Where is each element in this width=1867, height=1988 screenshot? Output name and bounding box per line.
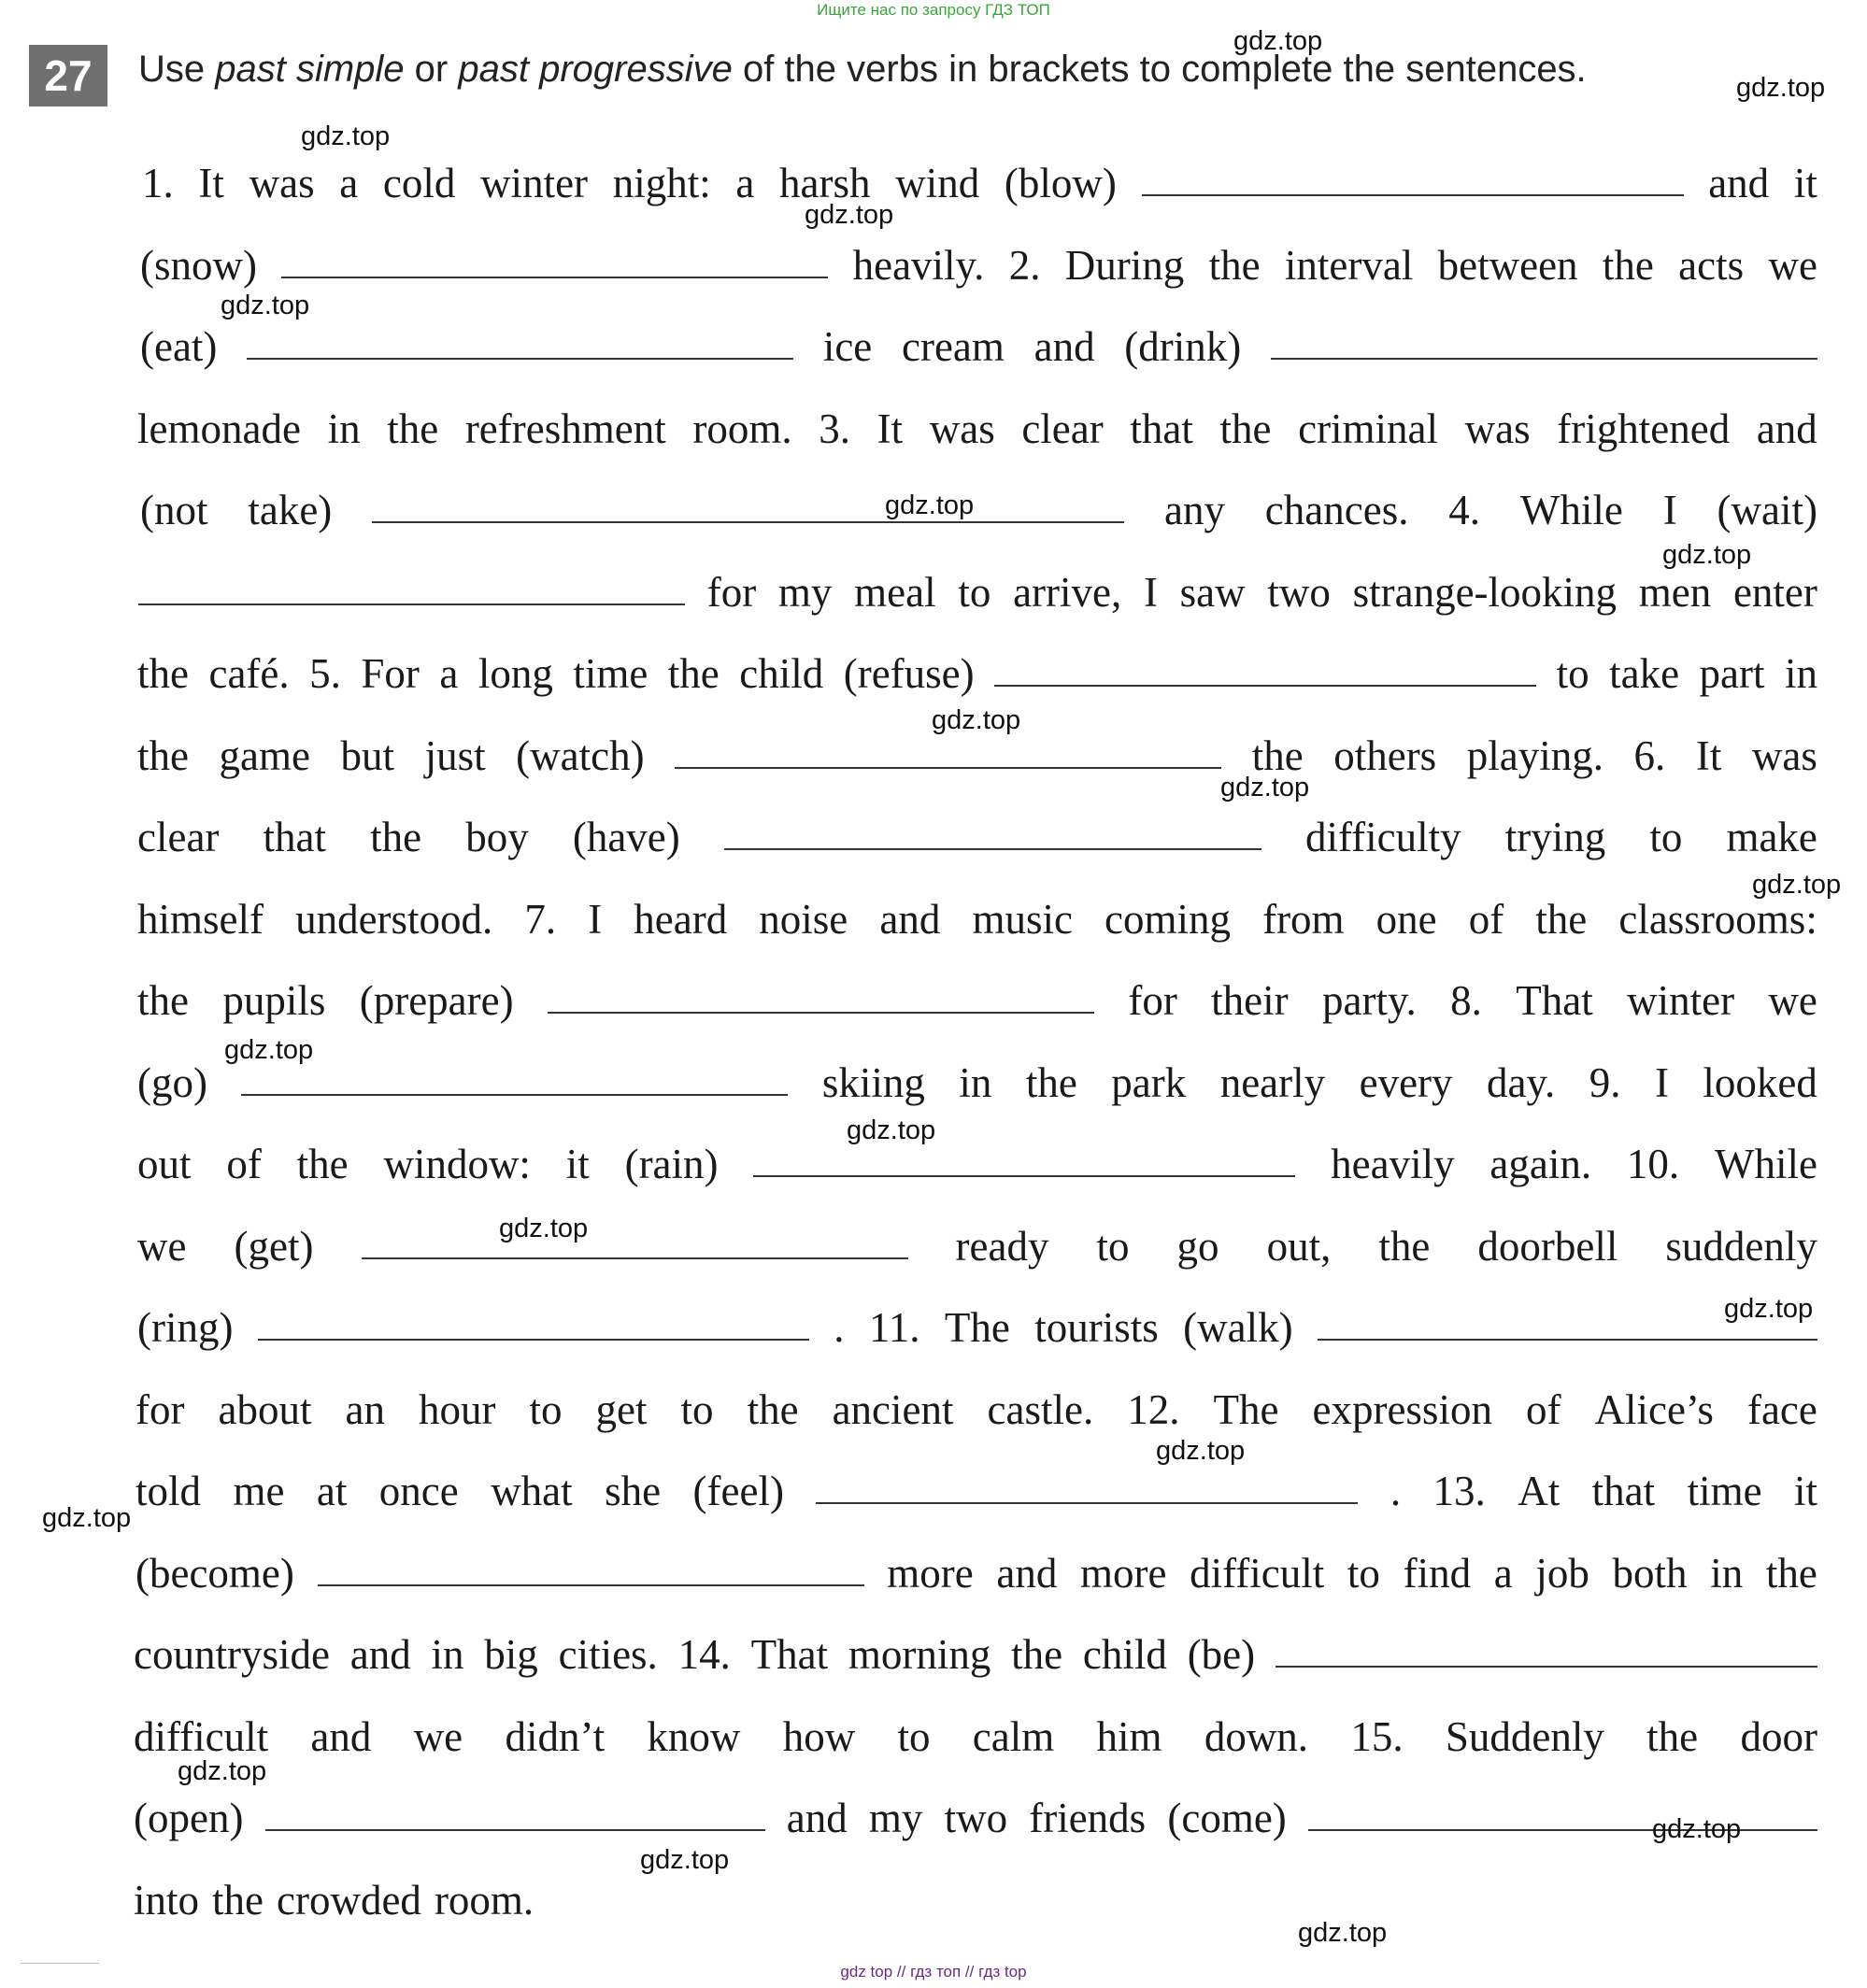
word: the [747,1386,799,1433]
word: a [439,650,459,697]
answer-blank[interactable] [994,684,1536,687]
watermark: gdz.top [1662,540,1752,570]
word: 10. [1626,1141,1680,1187]
word: (feel) [692,1468,784,1514]
word: chances. [1264,487,1409,533]
word: enter [1732,569,1817,616]
word: and [1033,323,1095,370]
word: the [137,977,189,1024]
word: we [1768,977,1817,1024]
watermark: gdz.top [1752,870,1842,900]
word: to [1347,1550,1380,1597]
word: (snow) [140,242,257,289]
word: playing. [1466,732,1603,779]
word: 4. [1448,487,1481,533]
word: clear [1021,405,1104,452]
word: was [929,405,995,452]
answer-blank[interactable] [1142,193,1684,196]
word: the [137,732,189,779]
word: (be) [1187,1631,1256,1678]
word: a [339,160,359,206]
word: 11. [868,1304,920,1351]
word: was [249,160,315,206]
answer-blank[interactable] [816,1501,1358,1504]
watermark: gdz.top [1156,1436,1246,1466]
word: to [1556,650,1589,697]
word: that [263,814,327,860]
word: more [1079,1550,1167,1597]
word: difficult [134,1713,269,1760]
word: that [1591,1468,1656,1514]
word: heard [634,896,728,943]
word: (refuse) [843,650,975,697]
word: 15. [1350,1713,1404,1760]
word: the [370,814,422,860]
word: face [1746,1386,1817,1433]
word: to [897,1713,931,1760]
answer-blank[interactable] [247,357,793,360]
text-line [137,811,1817,863]
word: The [1213,1386,1279,1433]
word: crowded [277,1877,421,1924]
word: and [879,896,941,943]
word: During [1064,242,1185,289]
word: out [137,1141,192,1187]
word: about [218,1386,312,1433]
word: pupils [222,977,326,1024]
text-line [137,647,1817,700]
word: interval [1284,242,1414,289]
word: in [1784,650,1817,697]
word: 5. [309,650,341,697]
watermark: gdz.top [640,1845,730,1875]
word: boy [465,814,529,860]
word: how [782,1713,856,1760]
text-line [135,1547,1817,1599]
word: the [1251,732,1304,779]
word: night: [612,160,711,206]
word: take [1609,650,1680,697]
word: castle. [987,1386,1094,1433]
text-line [140,320,1817,373]
word: was [1751,732,1817,779]
word: window: [383,1141,531,1187]
word: the [667,650,720,697]
word: of [1468,896,1504,943]
text-line [137,974,1817,1027]
word: others [1333,732,1437,779]
watermark: gdz.top [932,705,1021,735]
word: (rain) [624,1141,719,1187]
text-line [137,403,1817,455]
word: looked [1703,1059,1817,1106]
text-line [137,730,1817,782]
word: harsh [779,160,871,206]
answer-blank[interactable] [258,1338,809,1341]
word: big [484,1631,538,1678]
word: 9. [1589,1059,1621,1106]
word: long [477,650,553,697]
word: ready [955,1223,1049,1270]
word: morning [848,1631,991,1678]
word: a [735,160,755,206]
word: for [135,1386,185,1433]
word: At [1518,1468,1561,1514]
word: difficult [1190,1550,1325,1597]
word: two [944,1795,1008,1841]
word: know [647,1713,741,1760]
word: I [588,896,603,943]
word: (blow) [1004,160,1117,206]
word: time [573,650,648,697]
word: it [565,1141,590,1187]
word: was [1464,405,1531,452]
word: winter [1627,977,1735,1024]
top-banner: Ищите нас по запросу ГДЗ ТОП [817,1,1050,19]
word: (walk) [1183,1304,1293,1351]
word: calm [972,1713,1055,1760]
answer-blank[interactable] [675,766,1221,769]
word: make [1726,814,1817,860]
answer-blank[interactable] [1308,1828,1817,1831]
footer-links: gdz top // гдз топ // гдз top [840,1963,1027,1981]
word: It [1695,732,1722,779]
watermark: gdz.top [1736,73,1826,103]
answer-blank[interactable] [318,1583,864,1586]
word: (get) [234,1223,314,1270]
text-line [135,1384,1817,1436]
word: what [491,1468,573,1514]
word: noise [759,896,848,943]
word: door [1740,1713,1817,1760]
word: (open) [134,1795,244,1841]
word: wind [895,160,980,206]
word: the [1011,1631,1063,1678]
word: the [1208,242,1261,289]
word: time [1687,1468,1762,1514]
word: arrive, [1013,569,1122,616]
word: clear [137,814,220,860]
word: game [219,732,310,779]
word: in [431,1631,464,1678]
word: to [1096,1223,1130,1270]
word: she [605,1468,662,1514]
answer-blank[interactable] [362,1257,908,1259]
word: doorbell [1477,1223,1618,1270]
word: in [959,1059,992,1106]
word: their [1211,977,1289,1024]
word: me [233,1468,285,1514]
word: cities. [558,1631,658,1678]
word: any [1163,487,1225,533]
word: 8. [1450,977,1482,1024]
word: we [137,1223,187,1270]
watermark: gdz.top [499,1214,589,1243]
word: every [1359,1059,1453,1106]
watermark: gdz.top [805,200,894,230]
word: It [198,160,224,206]
word: lemonade [137,405,301,452]
watermark: gdz.top [178,1756,267,1786]
word: to [680,1386,714,1433]
word: The [944,1304,1010,1351]
word: the [1765,1550,1817,1597]
word: ice [822,323,873,370]
text-line [140,239,1817,291]
word: acts [1678,242,1745,289]
word: and [1708,160,1770,206]
word: a [1493,1550,1513,1597]
word: the [1646,1713,1699,1760]
word: men [1638,569,1712,616]
word: take) [248,487,333,533]
watermark: gdz.top [847,1115,936,1145]
word: Alice’s [1594,1386,1714,1433]
word: saw [1179,569,1246,616]
word: (become) [135,1550,294,1597]
word: didn’t [505,1713,606,1760]
word: again. [1489,1141,1592,1187]
word: day. [1486,1059,1556,1106]
word: my [777,569,833,616]
word: my [868,1795,923,1841]
watermark: gdz.top [1233,26,1323,56]
word: of [226,1141,262,1187]
word: find [1403,1550,1472,1597]
word: room. [434,1877,534,1924]
word: (watch) [516,732,645,779]
word: we [413,1713,463,1760]
word: the [1025,1059,1077,1106]
word: classrooms: [1618,896,1817,943]
answer-blank[interactable] [753,1174,1295,1177]
word: between [1437,242,1578,289]
watermark: gdz.top [1724,1294,1814,1324]
word: understood. [295,896,493,943]
word: and [310,1713,372,1760]
word: for [1128,977,1177,1024]
word: from [1262,896,1345,943]
word: in [1710,1550,1744,1597]
word: (come) [1167,1795,1287,1841]
word: both [1612,1550,1688,1597]
answer-blank[interactable] [548,1011,1094,1014]
word: winter [480,160,589,206]
word: 6. [1633,732,1666,779]
word: once [378,1468,459,1514]
word: of [1525,1386,1561,1433]
word: party. [1322,977,1417,1024]
word: told [135,1468,202,1514]
word: the [1535,896,1588,943]
watermark: gdz.top [1298,1918,1388,1948]
word: While [1714,1141,1817,1187]
word: I [1654,1059,1669,1106]
watermark: gdz.top [1220,773,1310,802]
word: an [345,1386,385,1433]
word: That [1516,977,1593,1024]
answer-blank[interactable] [138,603,685,605]
word: just [424,732,486,779]
watermark: gdz.top [221,291,310,320]
word: it [1793,160,1817,206]
word: at [316,1468,348,1514]
exercise-instruction: Use past simple or past progressive of the verbs in brackets to complete the sentences. [138,49,1587,90]
watermark: gdz.top [1652,1814,1742,1844]
answer-blank[interactable] [1271,357,1817,360]
word: . [834,1304,845,1351]
word: (drink) [1124,323,1242,370]
text-line [137,1301,1817,1354]
word: frightened [1557,405,1731,452]
word: I [1143,569,1158,616]
word: While [1519,487,1623,533]
word: the [137,650,189,697]
word: For [361,650,420,697]
word: heavily. [852,242,985,289]
word: himself [137,896,264,943]
word: (eat) [140,323,218,370]
word: suddenly [1665,1223,1817,1270]
word: 3. [819,405,850,452]
watermark: gdz.top [301,121,391,151]
word: (wait) [1717,487,1817,533]
word: countryside [134,1631,330,1678]
text-line [142,157,1817,209]
word: (prepare) [359,977,514,1024]
word: get [595,1386,648,1433]
word: 7. [524,896,557,943]
word: it [1793,1468,1817,1514]
word: to [958,569,991,616]
text-line [137,1138,1817,1190]
word: the [296,1141,349,1187]
answer-blank[interactable] [241,1093,788,1096]
word: hour [419,1386,496,1433]
word: refreshment [464,405,666,452]
word: more [887,1550,974,1597]
word: (go) [137,1059,207,1106]
text-line [134,1711,1817,1763]
watermark: gdz.top [42,1503,132,1533]
word: room. [692,405,792,452]
word: cream [901,323,1005,370]
word: trying [1504,814,1606,860]
text-line [134,1874,534,1926]
word: go [1176,1223,1219,1270]
answer-blank[interactable] [1276,1665,1817,1668]
watermark: gdz.top [224,1035,314,1065]
word: down. [1204,1713,1309,1760]
answer-blank[interactable] [281,276,828,278]
word: heavily [1331,1141,1455,1187]
word: strange-looking [1352,569,1618,616]
word: part [1699,650,1765,697]
word: meal [854,569,936,616]
word: to [1649,814,1683,860]
word: coming [1105,896,1231,943]
word: nearly [1219,1059,1326,1106]
word: child [739,650,824,697]
word: expression [1312,1386,1492,1433]
word: It [876,405,904,452]
text-line [135,1465,1817,1517]
word: Suddenly [1445,1713,1604,1760]
word: I [1662,487,1677,533]
word: two [1267,569,1331,616]
text-line [137,893,1817,945]
word: cold [382,160,456,206]
word: café. [208,650,290,697]
word: him [1096,1713,1162,1760]
word: music [972,896,1073,943]
word: 1. [142,160,174,206]
word: but [340,732,395,779]
exercise-number: 27 [29,45,107,106]
answer-blank[interactable] [724,847,1261,850]
word: ancient [832,1386,954,1433]
word: 13. [1432,1468,1486,1514]
answer-blank[interactable] [372,520,1124,523]
word: friends [1029,1795,1147,1841]
text-line [140,484,1817,536]
word: for [706,569,757,616]
word: the [1602,242,1654,289]
word: 2. [1008,242,1041,289]
word: into [134,1877,200,1924]
answer-blank[interactable] [1318,1338,1817,1341]
word: . [1390,1468,1402,1514]
word: difficulty [1304,814,1461,860]
word: (ring) [137,1304,234,1351]
text-line [137,1220,1817,1272]
word: the [1219,405,1272,452]
word: child [1082,1631,1167,1678]
word: and [349,1631,411,1678]
word: the [1378,1223,1431,1270]
word: (have) [572,814,680,860]
word: and [1756,405,1817,452]
word: and [996,1550,1058,1597]
word: one [1375,896,1437,943]
word: to [529,1386,563,1433]
word: (not [140,487,208,533]
word: skiing [821,1059,925,1106]
text-line [134,1628,1817,1681]
word: in [327,405,361,452]
answer-blank[interactable] [265,1828,765,1831]
word: and [786,1795,848,1841]
word: out, [1266,1223,1332,1270]
watermark: gdz.top [885,490,975,520]
word: that [1130,405,1193,452]
text-line [138,566,1817,618]
word: the [212,1877,264,1924]
word: 12. [1127,1386,1180,1433]
word: job [1535,1550,1589,1597]
word: criminal [1298,405,1439,452]
word: park [1111,1059,1187,1106]
word: we [1768,242,1817,289]
text-line [137,1057,1817,1109]
word: tourists [1034,1304,1159,1351]
text-line [134,1792,1817,1844]
word: the [387,405,439,452]
word: That [750,1631,829,1678]
word: 14. [677,1631,731,1678]
